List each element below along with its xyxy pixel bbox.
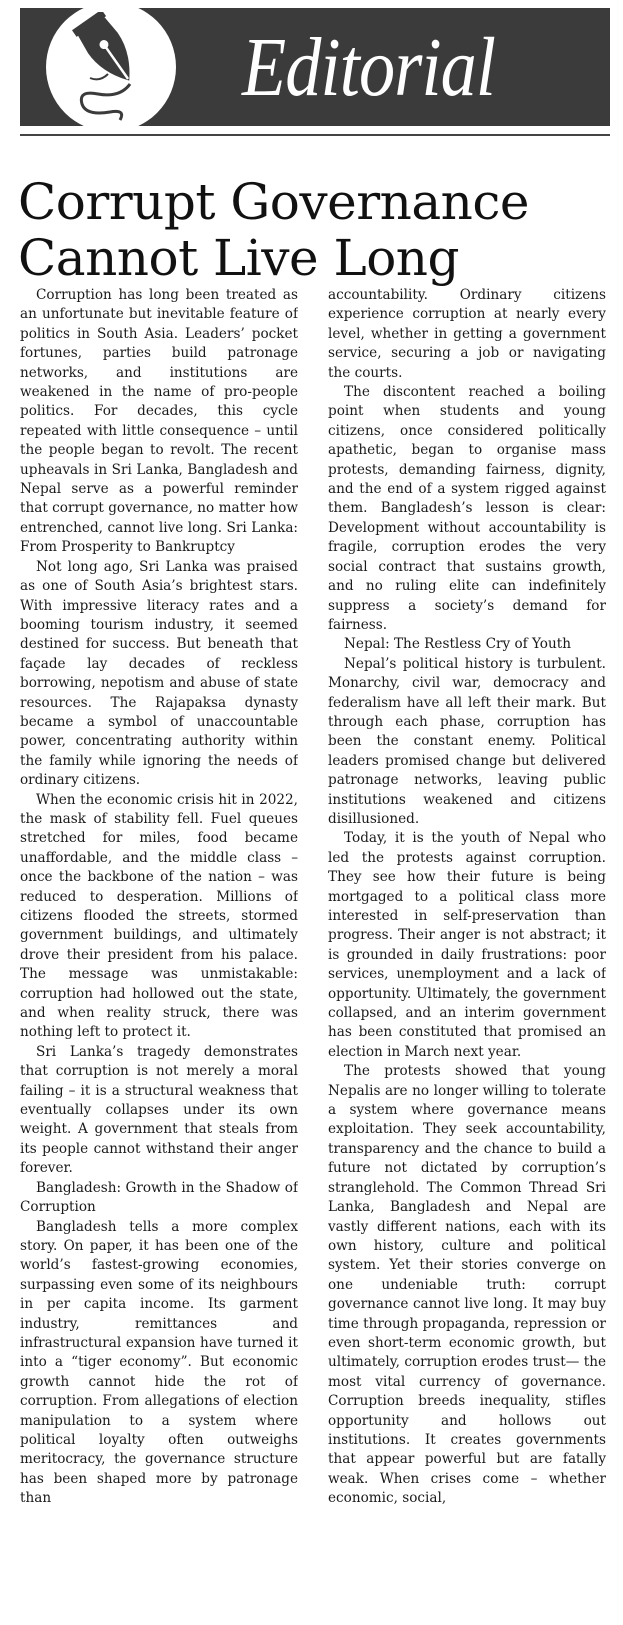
article-body xyxy=(20,286,606,1621)
section-title: Editorial xyxy=(242,21,496,114)
paragraph: When the economic crisis hit in 2022, the mask of stability fell. Fuel queues stretched for miles, food became unaffordable, and the middle class – once the backbone of the nation – was reduced to desperation. Millions of citizens flooded the streets, stormed government buildings, and ultimately drove their president from his palace. The message was unmistakable: corruption had hollowed out the state, and when reality struck, there was nothing left to protect it. xyxy=(20,791,298,1041)
paragraph: The protests showed that young Nepalis are no longer willing to tolerate a system where governance means exploitation. They seek accountability, transparency and the chance to build a future not dictated by corruption’s stranglehold. The Common Thread Sri Lanka, Bangladesh and Nepal are vastly different nations, each with its own history, culture and political system. Yet their stories converge on one undeniable truth: corrupt governance cannot live long. It may buy time through propaganda, repression or even short-term economic growth, but ultimately, corruption erodes trust— the most vital currency of governance. Corruption breeds inequality, stifles opportunity and hollows out institutions. It creates governments that appear powerful but are fatally weak. When crises come – whether economic, social, xyxy=(328,1063,606,1507)
paragraph: Nepal’s political history is turbulent. Monarchy, civil war, democracy and federalism have all left their mark. But through each phase, corruption has been the constant enemy. Political leaders promised change but delivered patronage networks, leaving public institutions weakened and citizens disillusioned. xyxy=(328,655,606,827)
paragraph: Not long ago, Sri Lanka was praised as one of South Asia’s brightest stars. With impressive literacy rates and a booming tourism industry, it seemed destined for success. But beneath that façade lay decades of reckless borrowing, nepotism and abuse of state resources. The Rajapaksa dynasty became a symbol of unaccountable power, concentrating authority within the family while ignoring the needs of ordinary citizens. xyxy=(20,558,298,789)
headline-line-1: Corrupt Governance xyxy=(18,172,529,231)
left-column xyxy=(20,286,298,1621)
headline-line-2: Cannot Live Long xyxy=(18,228,459,287)
section-heading: Bangladesh: Growth in the Shadow of Corruption xyxy=(20,1179,298,1216)
paragraph-continued: accountability. Ordinary citizens experience corruption at nearly every level, whether in getting a government service, securing a job or navigating the courts. xyxy=(328,287,606,381)
editorial-banner xyxy=(20,8,610,126)
paragraph: Sri Lanka’s tragedy demonstrates that corruption is not merely a moral failing – it is a structural weakness that eventually collapses under its own weight. A government that steals from its people cannot withstand their anger forever. xyxy=(20,1043,298,1177)
section-heading: Nepal: The Restless Cry of Youth xyxy=(344,636,571,653)
headline xyxy=(18,174,614,286)
paragraph: The discontent reached a boiling point when students and young citizens, once considered politically apathetic, began to organise mass protests, demanding fairness, dignity, and the end of a system rigged against them. Bangladesh’s lesson is clear: Development without accountability is fragile, corruption erodes the very social contract that sustains growth, and no ruling elite can indefinitely suppress a society’s demand for fairness. xyxy=(328,384,606,633)
paragraph: Bangladesh tells a more complex story. On paper, it has been one of the world’s fastest-growing economies, surpassing even some of its neighbours in per capita income. Its garment industry, remittances and infrastructural expansion have turned it into a “tiger economy”. But economic growth cannot hide the rot of corruption. From allegations of election manipulation to a system where political loyalty often outweighs meritocracy, the governance structure has been shaped more by patronage than xyxy=(20,1218,298,1507)
paragraph: Corruption has long been treated as an unfortunate but inevitable feature of politics in South Asia. Leaders’ pocket fortunes, parties build patronage networks, and institutions are weakened in the name of pro-people politics. For decades, this cycle repeated with little consequence – until the people began to revolt. The recent upheavals in Sri Lanka, Bangladesh and Nepal serve as a powerful reminder that corrupt governance, no matter how entrenched, cannot live long. Sri Lanka: From Prosperity to Bankruptcy xyxy=(20,287,298,556)
paragraph: Today, it is the youth of Nepal who led the protests against corruption. They see how their future is being mortgaged to a political class more interested in self-preservation than progress. Their anger is not abstract; it is grounded in daily frustrations: poor services, unemployment and a lack of opportunity. Ultimately, the government collapsed, and an interim government has been constituted that promised an election in March next year. xyxy=(328,830,606,1060)
right-column xyxy=(328,286,606,1621)
fountain-pen-icon xyxy=(50,12,170,124)
divider xyxy=(20,134,610,136)
